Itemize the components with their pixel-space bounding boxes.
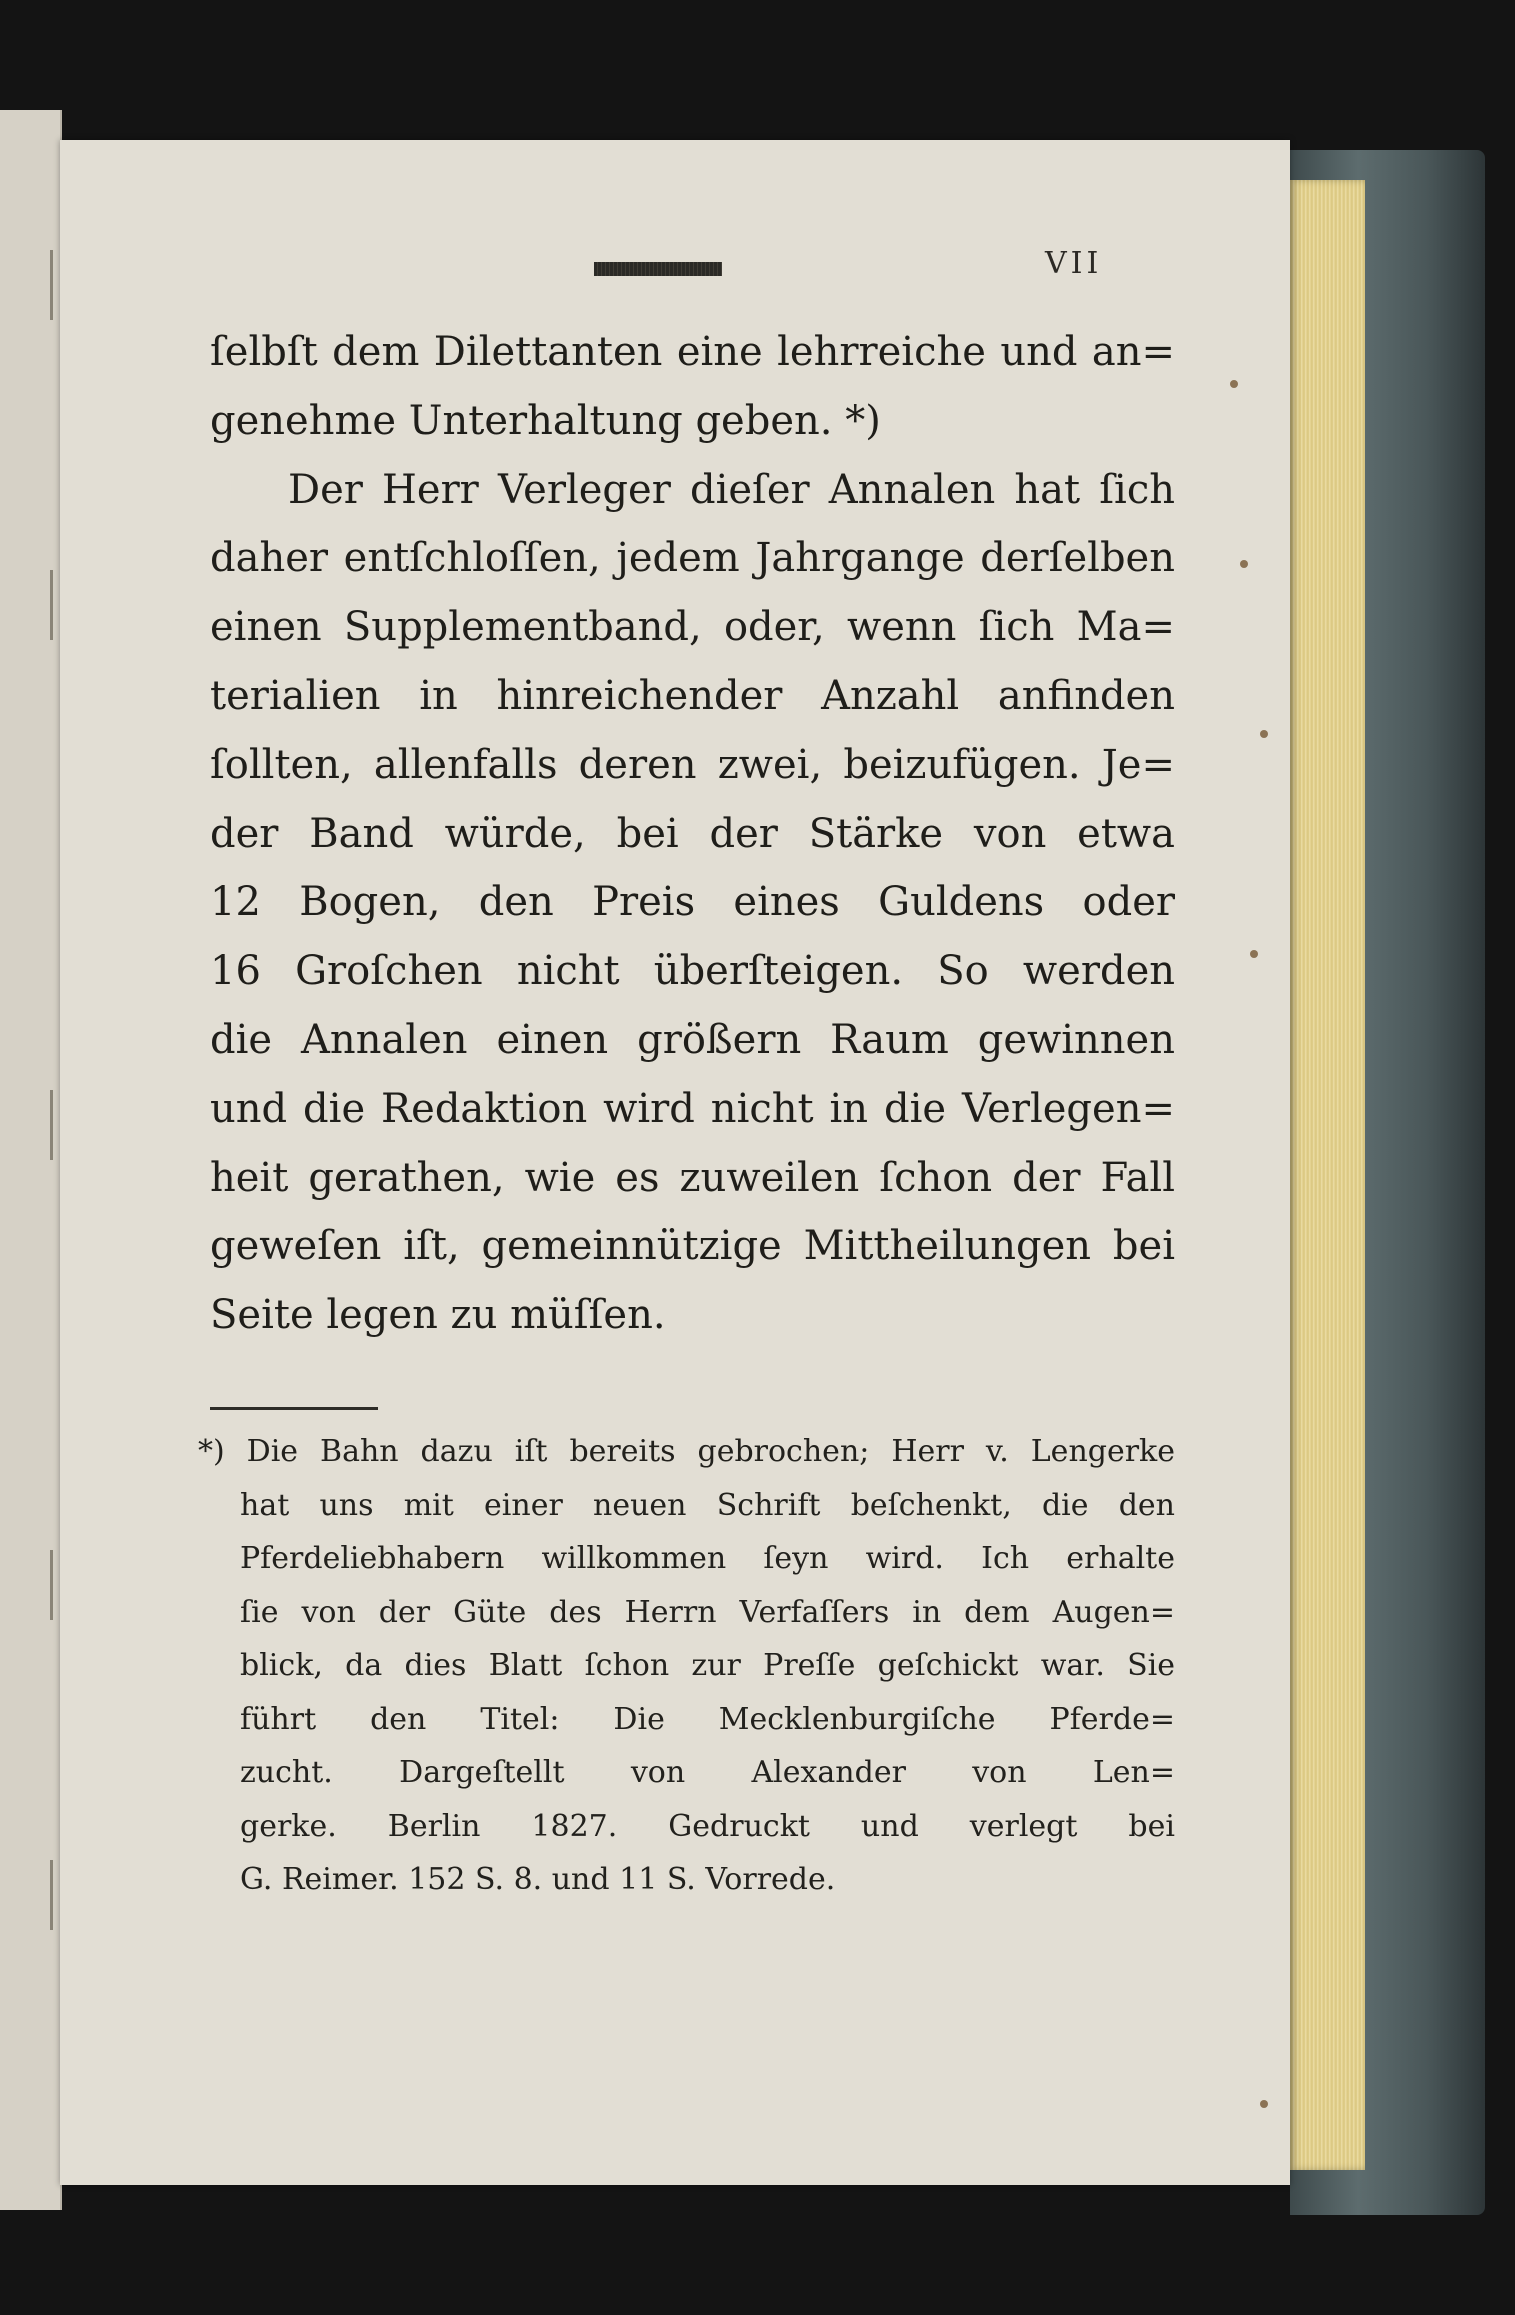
header-ornament xyxy=(594,262,722,276)
text-line: ſelbſt dem Dilettanten eine lehrreiche und an= xyxy=(210,329,1175,375)
footnote xyxy=(198,1425,1175,1907)
paper-speck xyxy=(1240,560,1248,568)
text-line: die Annalen einen größern Raum gewinnen xyxy=(210,1016,1175,1063)
book-page xyxy=(60,140,1290,2185)
text-line: Der Herr Verleger dieſer Annalen hat ſich xyxy=(288,466,1175,513)
footnote-line: Pferdeliebhabern willkommen ſeyn wird. Ich erhalte xyxy=(240,1541,1175,1576)
footnote-line: hat uns mit einer neuen Schrift beſchenkt, die den xyxy=(240,1487,1175,1523)
paper-speck xyxy=(1250,950,1258,958)
paper-speck xyxy=(1230,380,1238,388)
footnote-rule xyxy=(210,1407,378,1410)
paper-speck xyxy=(1260,2100,1268,2108)
text-line: Seite legen zu müſſen. xyxy=(210,1292,666,1339)
main-text xyxy=(210,318,1175,1350)
page-number: VII xyxy=(1045,246,1103,281)
text-line: ſollten, allenfalls deren zwei, beizufügen. Je= xyxy=(210,741,1175,788)
footnote-line: blick, da dies Blatt ſchon zur Preſſe geſchickt war. Sie xyxy=(240,1648,1175,1683)
text-line: daher entſchloſſen, jedem Jahrgange derſelben xyxy=(210,535,1175,582)
footnote-line: *) Die Bahn dazu iſt bereits gebrochen; Herr v. Lengerke xyxy=(198,1434,1175,1469)
text-line: 16 Groſchen nicht überſteigen. So werden xyxy=(210,948,1175,995)
footnote-line: ſie von der Güte des Herrn Verfaſſers in dem Augen= xyxy=(240,1594,1175,1630)
text-line: 12 Bogen, den Preis eines Guldens oder xyxy=(210,879,1175,926)
text-line: terialien in hinreichender Anzahl anfinden xyxy=(210,672,1175,719)
text-line: genehme Unterhaltung geben. *) xyxy=(210,397,881,444)
text-line: geweſen iſt, gemeinnützige Mittheilungen bei xyxy=(210,1223,1175,1270)
paper-speck xyxy=(1260,730,1268,738)
text-line: und die Redaktion wird nicht in die Verlegen= xyxy=(210,1085,1175,1132)
footnote-line: zucht. Dargeſtellt von Alexander von Len= xyxy=(240,1755,1175,1790)
text-line: einen Supplementband, oder, wenn ſich Ma= xyxy=(210,604,1175,651)
footnote-line: gerke. Berlin 1827. Gedruckt und verlegt bei xyxy=(240,1808,1175,1844)
text-line: der Band würde, bei der Stärke von etwa xyxy=(210,810,1175,857)
text-line: heit gerathen, wie es zuweilen ſchon der Fall xyxy=(210,1154,1175,1201)
page-block-edge xyxy=(1290,180,1365,2170)
footnote-line: G. Reimer. 152 S. 8. und 11 S. Vorrede. xyxy=(240,1862,836,1897)
footnote-line: führt den Titel: Die Mecklenburgiſche Pferde= xyxy=(240,1701,1175,1737)
